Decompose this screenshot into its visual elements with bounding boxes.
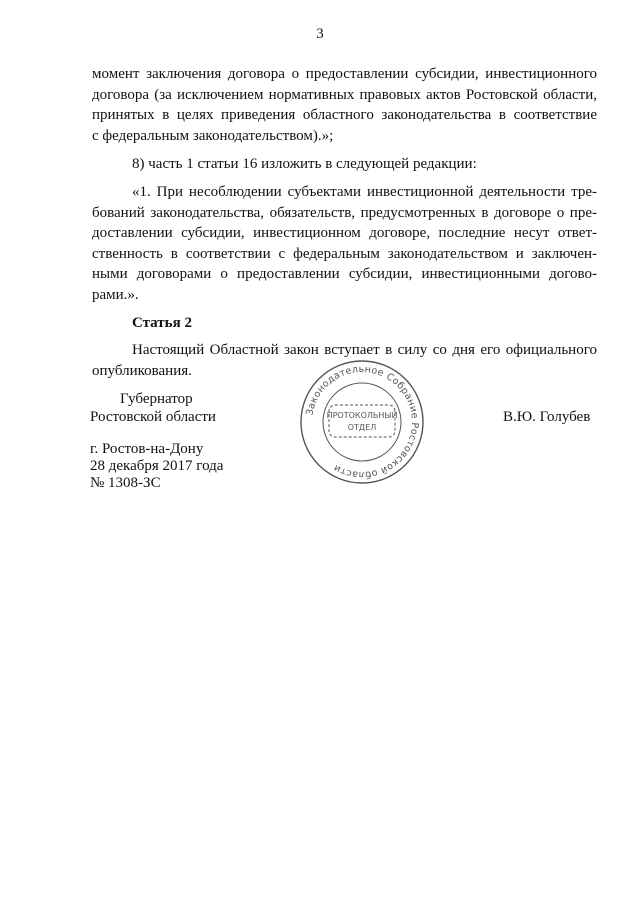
signatory-title-line2: Ростовской области xyxy=(90,409,216,425)
text-line: ными договорами о предоставлении субсидии, инвестиционными догово- xyxy=(92,266,597,282)
text-line: «1. При несоблюдении субъектами инвестиционной деятельности тре- xyxy=(132,184,597,200)
text-line: с федеральным законодательством).»; xyxy=(92,128,334,144)
text-line: ственность в соответствии с федеральным законодательством и заключен- xyxy=(92,246,597,262)
signatory-title-line1: Губернатор xyxy=(120,391,193,407)
text-line: бований законодательства, обязательств, предусмотренных в договоре о пре- xyxy=(92,205,597,221)
text-line: Настоящий Областной закон вступает в силу со дня его официального xyxy=(132,342,597,358)
text-line: договора (за исключением нормативных правовых актов Ростовской области, xyxy=(92,87,597,103)
stamp-inner-text-line1: ПРОТОКОЛЬНЫЙ xyxy=(326,411,398,420)
text-line: доставлении субсидии, инвестиционном договоре, последние несут ответ- xyxy=(92,225,597,241)
signing-date: 28 декабря 2017 года xyxy=(90,458,224,474)
place-of-signing: г. Ростов-на-Дону xyxy=(90,441,204,457)
svg-text:Законодательное Собрание Росто xyxy=(304,364,420,480)
text-line: опубликования. xyxy=(92,363,192,379)
official-seal-stamp xyxy=(298,358,426,486)
text-line: принятых в целях приведения областного законодательства в соответствие xyxy=(92,107,597,123)
stamp-inner-text-line2: ОТДЕЛ xyxy=(347,423,377,432)
text-line: 8) часть 1 статьи 16 изложить в следующей редакции: xyxy=(132,156,477,172)
signatory-name: В.Ю. Голубев xyxy=(503,409,591,425)
stamp-outer-text: Законодательное Собрание Ростовской области xyxy=(304,363,421,481)
law-number: № 1308-ЗС xyxy=(90,475,161,491)
text-line: момент заключения договора о предоставлении субсидии, инвестиционного xyxy=(92,66,597,82)
page-number: 3 xyxy=(316,26,324,42)
article-heading: Статья 2 xyxy=(132,315,192,331)
text-line: рами.». xyxy=(92,287,139,303)
